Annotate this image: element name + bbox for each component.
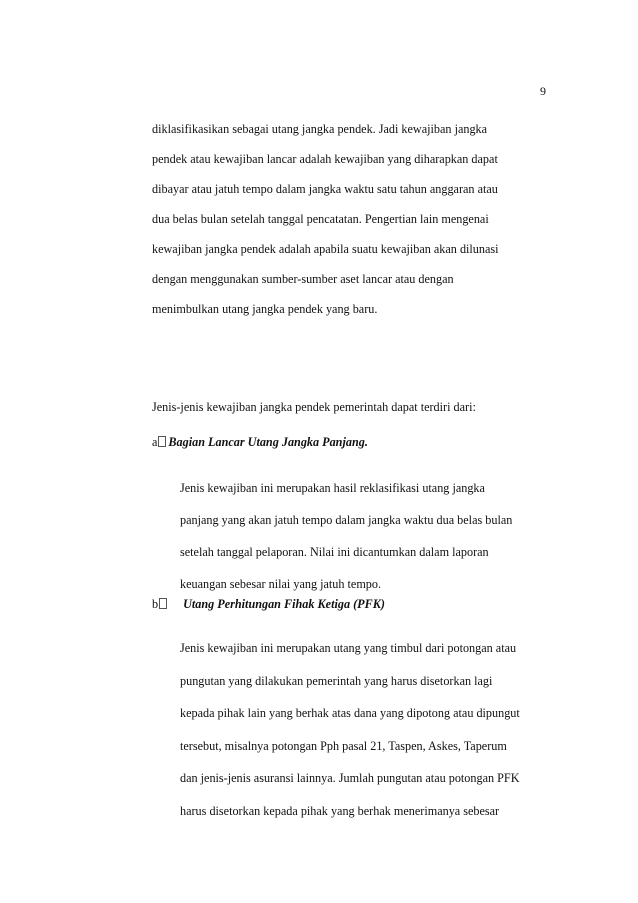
list-item-a-body <box>180 472 512 600</box>
paragraph-line: dengan menggunakan sumber-sumber aset lancar atau dengan <box>152 272 454 286</box>
body-line: tersebut, misalnya potongan Pph pasal 21, Taspen, Askes, Taperum <box>180 738 507 753</box>
paragraph-line: kewajiban jangka pendek adalah apabila suatu kewajiban akan dilunasi <box>152 242 499 256</box>
paragraph-line: dua belas bulan setelah tanggal pencatatan. Pengertian lain mengenai <box>152 212 489 226</box>
body-line: kepada pihak lain yang berhak atas dana yang dipotong atau dipungut <box>180 706 520 720</box>
body-line: panjang yang akan jatuh tempo dalam jangka waktu dua belas bulan <box>180 513 513 527</box>
body-line: setelah tanggal pelaporan. Nilai ini dicantumkan dalam laporan <box>180 545 489 559</box>
page-number: 9 <box>540 84 546 98</box>
list-item-b-title: Utang Perhitungan Fihak Ketiga (PFK) <box>183 597 385 611</box>
paragraph-line: pendek atau kewajiban lancar adalah kewajiban yang diharapkan dapat <box>152 152 498 166</box>
missing-glyph-box-icon <box>158 436 166 447</box>
list-item-b-body <box>180 632 520 827</box>
paragraph-line: diklasifikasikan sebagai utang jangka pendek. Jadi kewajiban jangka <box>152 122 488 136</box>
list-item-a-title: Bagian Lancar Utang Jangka Panjang. <box>168 435 368 449</box>
missing-glyph-box-icon <box>159 598 167 609</box>
body-line: dan jenis-jenis asuransi lainnya. Jumlah pungutan atau potongan PFK <box>180 771 520 785</box>
body-line: pungutan yang dilakukan pemerintah yang harus disetorkan lagi <box>180 673 493 688</box>
body-line: Jenis kewajiban ini merupakan utang yang timbul dari potongan atau <box>180 641 517 655</box>
list-item-a-heading <box>152 435 368 450</box>
paragraph-line: dibayar atau jatuh tempo dalam jangka waktu satu tahun anggaran atau <box>152 182 498 196</box>
list-intro: Jenis-jenis kewajiban jangka pendek pemerintah dapat terdiri dari: <box>152 400 476 414</box>
body-line: keuangan sebesar nilai yang jatuh tempo. <box>180 577 382 591</box>
body-line: harus disetorkan kepada pihak yang berhak menerimanya sebesar <box>180 803 500 818</box>
paragraph-definition <box>152 114 552 324</box>
list-item-b-heading <box>152 597 385 612</box>
paragraph-line: menimbulkan utang jangka pendek yang baru. <box>152 302 378 316</box>
list-marker-b: b <box>152 597 159 611</box>
list-marker-a: a <box>152 435 158 449</box>
body-line: Jenis kewajiban ini merupakan hasil reklasifikasi utang jangka <box>180 481 485 495</box>
